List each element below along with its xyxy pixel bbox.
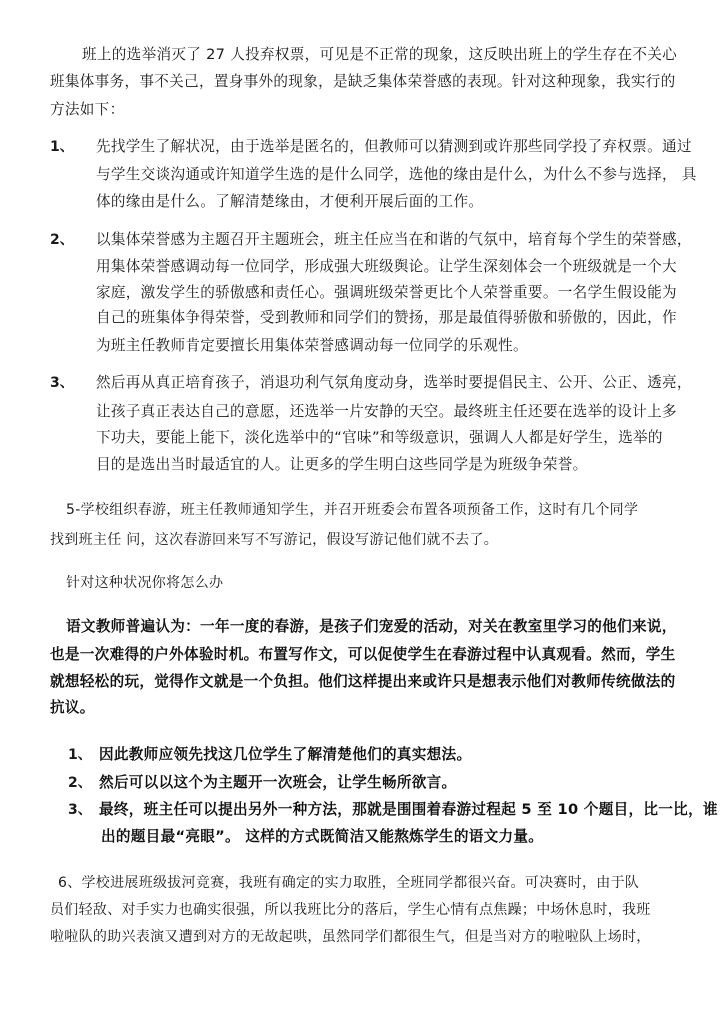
question-line: 5-学校组织春游，班主任教师通知学生，并召开班委会布置各项预备工作，这时有几个同学 — [66, 502, 639, 518]
step-line: 因此教师应领先找这几位学生了解清楚他们的真实想法。 — [99, 746, 472, 763]
step-line: 然后可以以这个为主题开一次班会，让学生畅所欲言。 — [99, 774, 457, 791]
step-line: 最终，班主任可以提出另外一种方法，那就是围围着春游过程起 5 至 10 个题目，比一比，谁 — [99, 801, 718, 818]
method-line: 为班主任教师肯定要擅长用集体荣誉感调动每一位同学的乐观性。 — [96, 337, 528, 354]
question-line: 找到班主任 问，这次春游回来写不写游记，假设写游记他们就不去了。 — [50, 532, 499, 548]
question-line: 6、学校进展班级拔河竞赛，我班有确定的实力取胜，全班同学都很兴奋。可决赛时，由于队 — [58, 875, 640, 891]
list-number: 1、 — [68, 747, 92, 763]
method-line: 用集体荣誉感调动每一位同学，形成强大班级舆论。让学生深刻体会一个班级就是一个大 — [96, 258, 677, 275]
intro-line: 班集体事务，事不关己，置身事外的现象，是缺乏集体荣誉感的表现。针对这种现象，我实行的 — [50, 73, 676, 90]
method-line: 体的缘由是什么。了解清楚缘由，才便利开展后面的工作。 — [96, 193, 484, 210]
method-line: 下功夫，要能上能下，淡化选举中的“官味”和等级意识，强调人人都是好学生，选举的 — [96, 429, 663, 446]
question-line: 啦啦队的助兴表演又遭到对方的无故起哄，虽然同学们都很生气，但是当对方的啦啦队上场时， — [50, 929, 651, 945]
method-line: 以集体荣誉感为主题召开主题班会，班主任应当在和谐的气氛中，培育每个学生的荣誉感， — [96, 231, 692, 248]
question-prompt: 针对这种状况你将怎么办 — [66, 575, 224, 591]
list-number: 2、 — [50, 232, 74, 248]
method-line: 与学生交谈沟通或许知道学生选的是什么同学，选他的缘由是什么，为什么不参与选择， 具 — [96, 166, 697, 183]
method-line: 然后再从真正培育孩子，消退功利气氛角度动身，选举时要提倡民主、公开、公正、透亮， — [96, 374, 692, 391]
intro-line: 班上的选举消灭了 27 人投弃权票，可见是不正常的现象，这反映出班上的学生存在不关心 — [82, 46, 678, 63]
method-line: 先找学生了解状况，由于选举是匿名的，但教师可以猜测到或许那些同学投了弃权票。通过 — [96, 138, 692, 155]
list-number: 3、 — [68, 802, 92, 818]
list-number: 1、 — [50, 139, 74, 155]
method-line: 目的是选出当时最适宜的人。让更多的学生明白这些同学是为班级争荣誉。 — [96, 456, 588, 473]
method-line: 让孩子真正表达自己的意愿，还选举一片安静的天空。最终班主任还要在选举的设计上多 — [96, 403, 677, 420]
question-line: 员们轻敌、对手实力也确实很强，所以我班比分的落后，学生心情有点焦躁；中场休息时，我班 — [50, 902, 651, 918]
list-number: 3、 — [50, 375, 74, 391]
answer-line: 语文教师普遍认为：一年一度的春游，是孩子们宠爱的活动，对关在教室里学习的他们来说， — [66, 618, 677, 635]
intro-line: 方法如下： — [50, 101, 125, 118]
step-line: 出的题目最“亮眼”。 这样的方式既简洁又能熬炼学生的语文力量。 — [101, 828, 544, 845]
answer-line: 抗议。 — [50, 699, 95, 716]
answer-line: 也是一次难得的户外体验时机。布置写作文，可以促使学生在春游过程中认真观看。然而，学生 — [50, 646, 676, 663]
list-number: 2、 — [68, 775, 92, 791]
answer-line: 就想轻松的玩，觉得作文就是一个负担。他们这样提出来或许只是想表示他们对教师传统做法的 — [50, 673, 676, 690]
method-line: 自己的班集体争得荣誉，受到教师和同学们的赞扬，那是最值得骄傲和骄傲的，因此，作 — [96, 309, 677, 326]
method-line: 家庭，激发学生的骄傲感和责任心。强调班级荣誉更比个人荣誉重要。一名学生假设能为 — [96, 284, 677, 301]
